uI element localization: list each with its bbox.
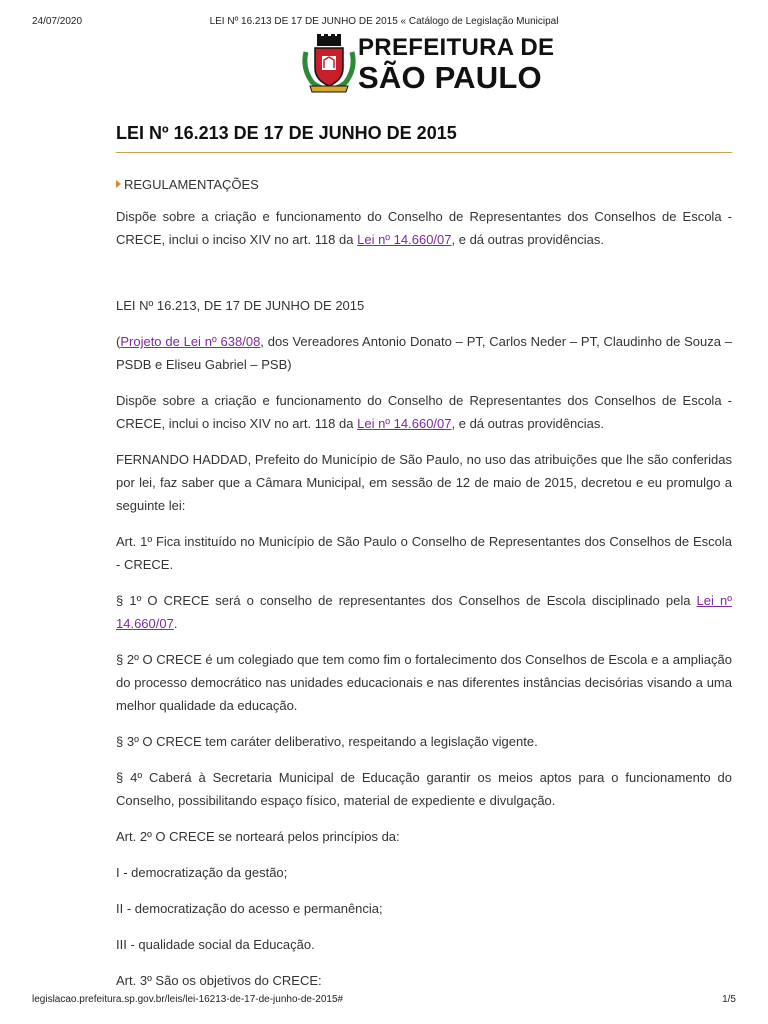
project-authors: , dos Vereadores Antonio Donato – PT, Carlos Neder – PT, Claudinho de Souza – PSDB e Eliseu Gabriel – PSB) — [116, 334, 732, 372]
sao-paulo-coat-of-arms-icon — [300, 34, 358, 94]
summary-paragraph-2 — [116, 389, 732, 435]
print-footer — [32, 994, 736, 1008]
logo-line2: SÃO PAULO — [358, 60, 542, 95]
law-link-14660-2[interactable]: Lei nº 14.660/07 — [357, 416, 452, 431]
summary2-text-end: , e dá outras providências. — [451, 416, 604, 431]
paragraph-1-text: § 1º O CRECE será o conselho de representantes dos Conselhos de Escola disciplinado pela — [116, 593, 697, 608]
prefeitura-logo[interactable] — [300, 34, 560, 94]
paragraph-1-end: . — [173, 616, 178, 631]
logo-line1: PREFEITURA DE — [358, 34, 555, 61]
law-title: LEI Nº 16.213 DE 17 DE JUNHO DE 2015 — [116, 120, 732, 153]
preamble-paragraph: FERNANDO HADDAD, Prefeito do Município de São Paulo, no uso das atribuições que lhe são conferidas por lei, faz saber que a Câmara Municipal, em sessão de 12 de maio de 2015, decretou e eu promulgo a seguinte lei: — [116, 452, 732, 513]
article-1: Art. 1º Fica instituído no Município de São Paulo o Conselho de Representantes dos Conselhos de Escola - CRECE. — [116, 534, 732, 572]
summary2-text: Dispõe sobre a criação e funcionamento do Conselho de Representantes dos Conselhos de Escola - CRECE, inclui o inciso XIV no art. 118 da — [116, 393, 732, 431]
summary-text-end: , e dá outras providências. — [451, 232, 604, 247]
paragraph-1 — [116, 589, 732, 635]
project-law-link[interactable]: Projeto de Lei nº 638/08 — [120, 334, 261, 349]
print-date: 24/07/2020 — [32, 16, 83, 27]
law-link-14660[interactable]: Lei nº 14.660/07 — [357, 232, 452, 247]
project-paragraph — [116, 330, 732, 376]
summary-paragraph — [116, 205, 732, 251]
expand-arrow-icon — [116, 180, 121, 188]
regulamentacoes-toggle[interactable] — [116, 177, 732, 192]
paragraph-2: § 2º O CRECE é um colegiado que tem como fim o fortalecimento dos Conselhos de Escola e a ampliação do processo democrático nas unidades educacionais e nas diferentes instâncias decisórias visando a uma melhor qualidade da educação. — [116, 652, 732, 713]
law-content — [116, 120, 732, 992]
print-url: legislacao.prefeitura.sp.gov.br/leis/lei-16213-de-17-de-junho-de-2015# — [32, 994, 344, 1005]
list-item: II - democratização do acesso e permanência; — [116, 901, 383, 916]
summary-text: Dispõe sobre a criação e funcionamento do Conselho de Representantes dos Conselhos de Escola - CRECE, inclui o inciso XIV no art. 118 da — [116, 209, 732, 247]
article-3: Art. 3º São os objetivos do CRECE: — [116, 973, 322, 988]
paragraph-4: § 4º Caberá à Secretaria Municipal de Educação garantir os meios aptos para o funcionamento do Conselho, possibilitando espaço físico, material de expediente e divulgação. — [116, 770, 732, 808]
paragraph-3: § 3º O CRECE tem caráter deliberativo, respeitando a legislação vigente. — [116, 734, 538, 749]
article-2: Art. 2º O CRECE se norteará pelos princípios da: — [116, 829, 400, 844]
print-page-title: LEI Nº 16.213 DE 17 DE JUNHO DE 2015 « Catálogo de Legislação Municipal — [209, 16, 559, 27]
law-link-14660-3[interactable]: Lei nº 14.660/07 — [116, 593, 732, 631]
regulamentacoes-label: REGULAMENTAÇÕES — [124, 177, 259, 192]
print-header — [32, 16, 736, 30]
law-heading: LEI Nº 16.213, DE 17 DE JUNHO DE 2015 — [116, 298, 365, 313]
list-item: III - qualidade social da Educação. — [116, 937, 315, 952]
page-number: 1/5 — [722, 994, 736, 1005]
logo-wordmark — [358, 36, 554, 93]
project-open: ( — [116, 334, 121, 349]
list-item: I - democratização da gestão; — [116, 865, 288, 880]
